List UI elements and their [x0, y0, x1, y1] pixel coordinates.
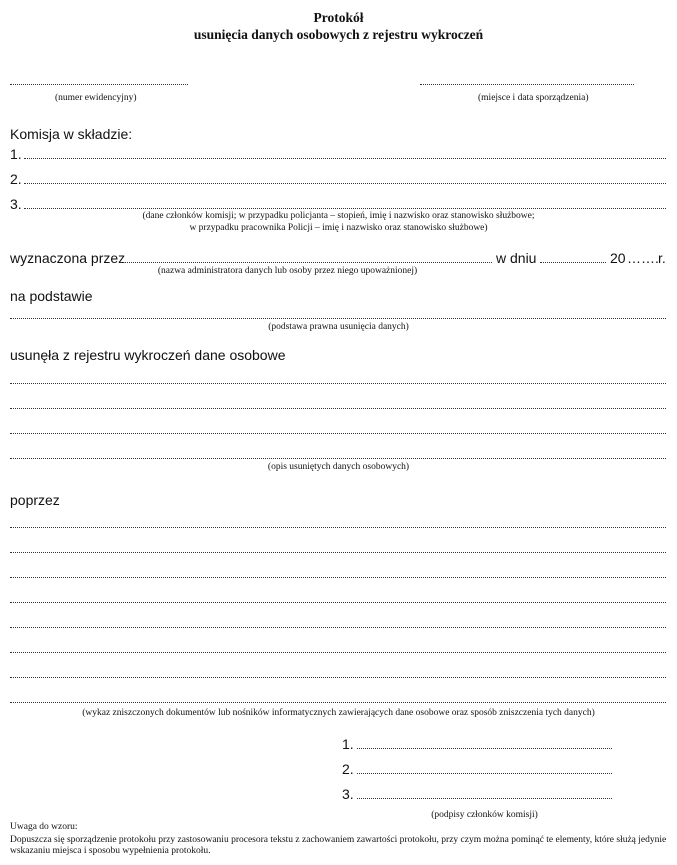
signature-2-field[interactable] — [357, 773, 612, 774]
commission-member-1-field[interactable] — [24, 158, 666, 159]
via-line-5[interactable] — [10, 627, 666, 628]
removed-data-line-2[interactable] — [10, 408, 666, 409]
signature-3-field[interactable] — [357, 798, 612, 799]
note-title: Uwaga do wzoru: — [10, 822, 78, 832]
commission-heading: Komisja w składzie: — [10, 126, 133, 142]
via-line-3[interactable] — [10, 577, 666, 578]
year-prefix: 20 — [610, 250, 626, 266]
appointed-by-label: wyznaczona przez — [10, 250, 126, 266]
signature-1-field[interactable] — [357, 748, 612, 749]
via-line-6[interactable] — [10, 652, 666, 653]
commission-caption-line2: w przypadku pracownika Policji – imię i nazwisko oraz stanowisko służbowe) — [189, 223, 488, 233]
removed-data-label: usunęła z rejestru wykroczeń dane osobowe — [10, 347, 286, 363]
via-caption: (wykaz zniszczonych dokumentów lub nośników informatycznych zawierających dane osobowe oraz sposób zniszczenia tych danych) — [82, 708, 595, 718]
registration-number-field[interactable] — [10, 84, 188, 85]
signature-1-number: 1. — [342, 736, 354, 752]
removed-data-caption: (opis usuniętych danych osobowych) — [267, 462, 410, 472]
commission-member-2-number: 2. — [10, 171, 22, 187]
year-suffix: r. — [658, 250, 666, 266]
via-label: poprzez — [10, 492, 60, 508]
form-title: Protokół — [313, 10, 364, 25]
place-date-field[interactable] — [420, 84, 634, 85]
signature-2-number: 2. — [342, 761, 354, 777]
via-line-2[interactable] — [10, 552, 666, 553]
place-date-caption: (miejsce i data sporządzenia) — [478, 93, 589, 103]
appointed-by-caption: (nazwa administratora danych lub osoby przez niego upoważnionej) — [157, 266, 418, 276]
note-text: Dopuszcza się sporządzenie protokołu przy zastosowaniu procesora tekstu z zachowaniem zawartości protokołu, przy czym można pominąć te elementy, które służą jedynie wskazaniu miejsca i sposobu wypełnienia protokołu. — [10, 835, 667, 856]
legal-basis-caption: (podstawa prawna usunięcia danych) — [268, 322, 409, 332]
day-field[interactable] — [540, 262, 606, 263]
legal-basis-field[interactable] — [10, 318, 666, 319]
via-line-4[interactable] — [10, 602, 666, 603]
via-line-8[interactable] — [10, 702, 666, 703]
signature-3-number: 3. — [342, 786, 354, 802]
date-label: w dniu — [496, 250, 537, 266]
removed-data-line-3[interactable] — [10, 433, 666, 434]
commission-caption-line1: (dane członków komisji; w przypadku policjanta – stopień, imię i nazwisko oraz stanowisko służbowe; — [142, 211, 535, 221]
removed-data-line-1[interactable] — [10, 383, 666, 384]
commission-member-1-number: 1. — [10, 146, 22, 162]
year-field[interactable]: ……. — [627, 250, 659, 266]
via-line-7[interactable] — [10, 677, 666, 678]
removed-data-line-4[interactable] — [10, 458, 666, 459]
via-line-1[interactable] — [10, 527, 666, 528]
form-subtitle: usunięcia danych osobowych z rejestru wykroczeń — [193, 27, 484, 42]
commission-member-3-number: 3. — [10, 196, 22, 212]
legal-basis-label: na podstawie — [10, 288, 93, 304]
commission-member-2-field[interactable] — [24, 183, 666, 184]
signatures-caption: (podpisy członków komisji) — [431, 810, 538, 820]
commission-member-3-field[interactable] — [24, 208, 666, 209]
registration-number-caption: (numer ewidencyjny) — [55, 93, 137, 103]
appointed-by-field[interactable] — [120, 262, 492, 263]
